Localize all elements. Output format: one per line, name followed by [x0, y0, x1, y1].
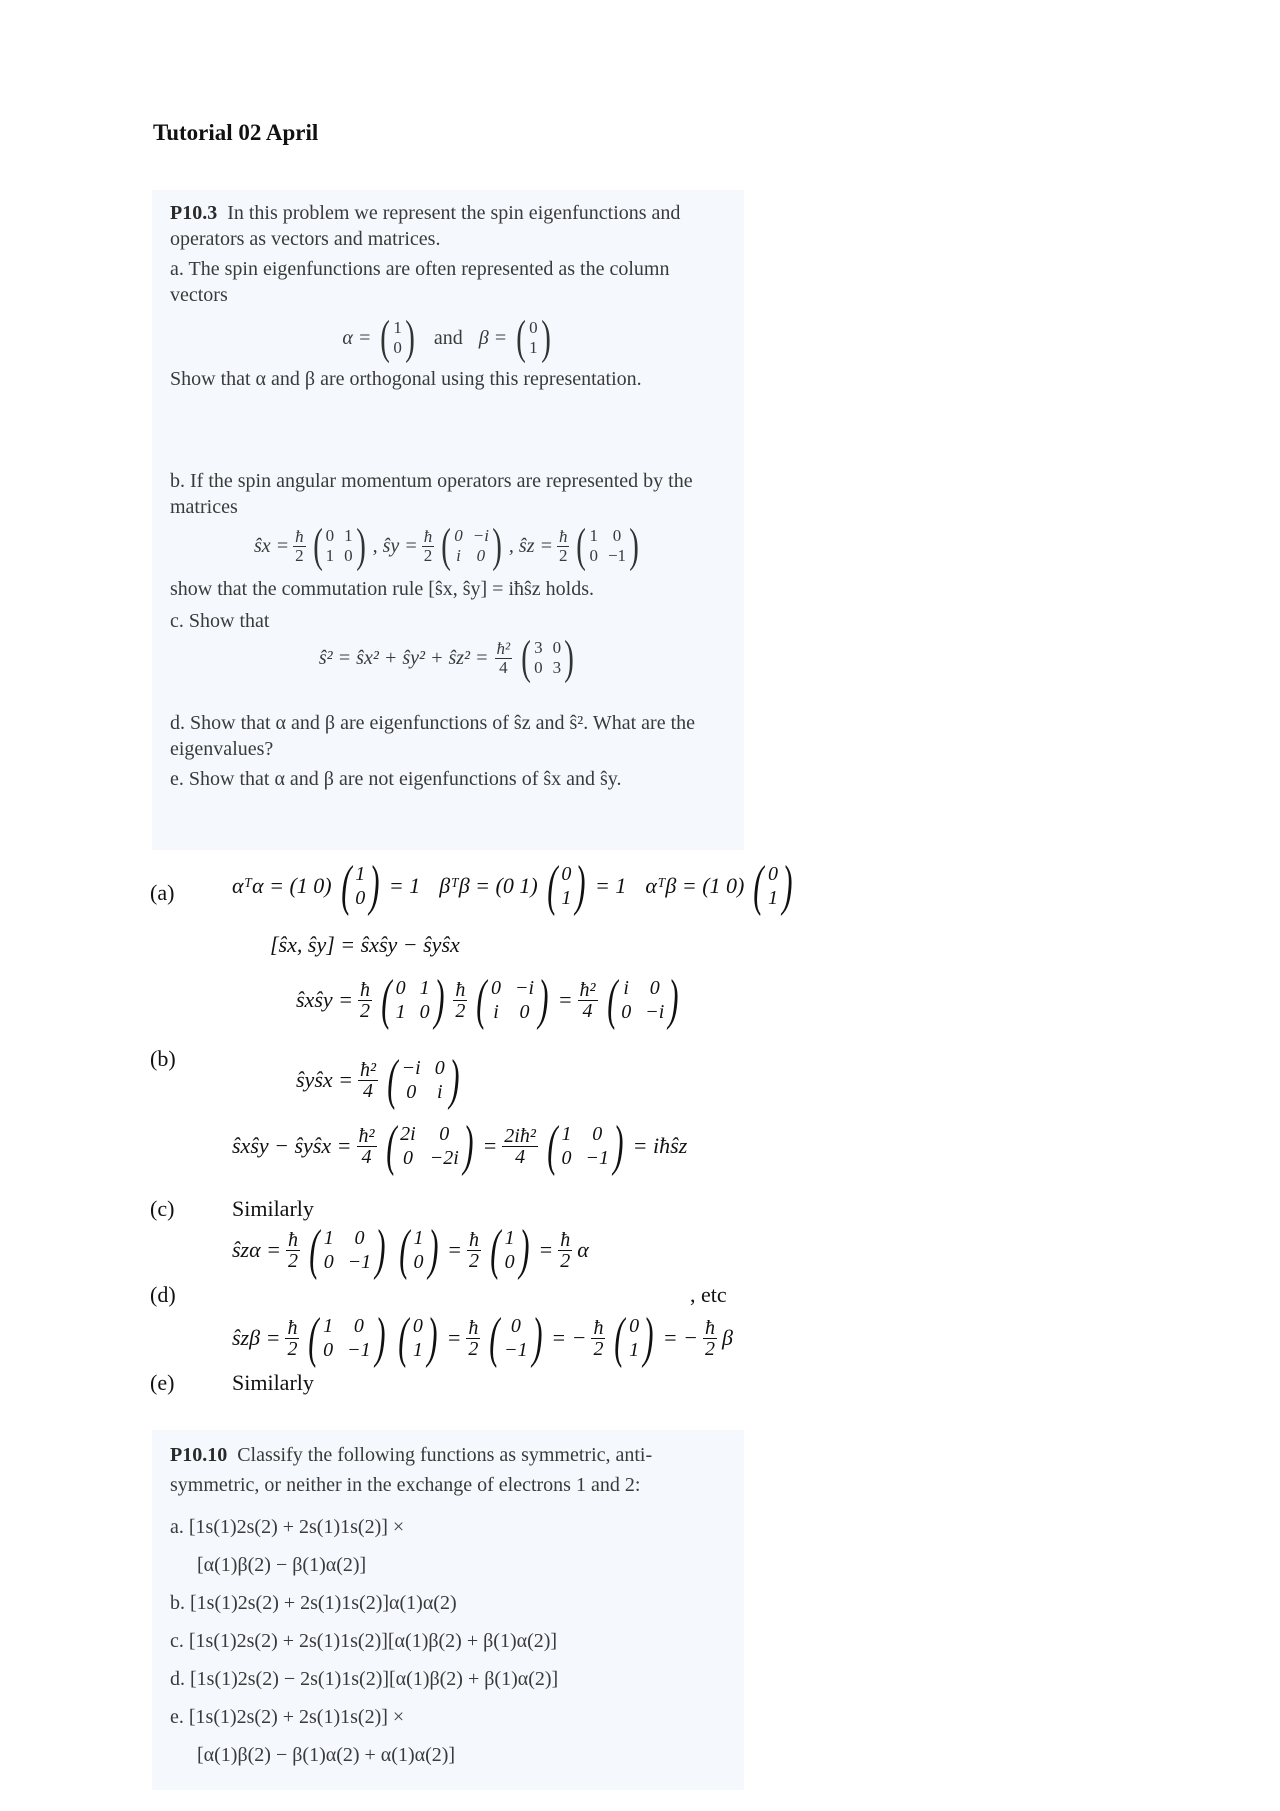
d-alpha-pref2	[467, 1230, 481, 1271]
s2-hbar2: ħ²	[496, 638, 511, 658]
b-sysx-matrix: ( −i 0 0 i )	[387, 1049, 460, 1111]
b-diffsz-m21: 0	[561, 1147, 572, 1169]
p10-3-a-show: Show that α and β are orthogonal using this representation.	[170, 368, 642, 390]
d-beta-equation	[232, 1307, 733, 1369]
solution-label-a: (a)	[150, 880, 175, 905]
b-sy-m22: 0	[519, 1001, 530, 1023]
b-sxsy-pref2	[453, 980, 467, 1021]
p10-3-e-text: Show that α and β are not eigenfunctions of ŝx and ŝy.	[188, 768, 622, 790]
b-sysx-m11: −i	[401, 1057, 421, 1079]
d-beta-eq1: =	[446, 1325, 462, 1350]
b-sysx-m22: i	[436, 1081, 443, 1103]
d-beta-two2: 2	[468, 1337, 479, 1360]
solution-a-equations	[232, 855, 797, 917]
d-nbv-1: 0	[510, 1315, 521, 1337]
b-sy-m11: 0	[490, 977, 501, 999]
page-title: Tutorial 02 April	[153, 120, 319, 145]
d-beta-minus1: = −	[551, 1325, 587, 1350]
d-nbv-2: −1	[504, 1339, 528, 1361]
beta-vec-2: 1	[529, 338, 538, 357]
p10-3-e-label: e.	[170, 768, 184, 790]
b-sx-m12: 1	[419, 977, 430, 999]
d-asz-m22: −1	[347, 1251, 372, 1273]
alpha-def: α =	[342, 327, 372, 349]
sx-prefactor	[293, 528, 306, 565]
b-diff-m11: 2i	[400, 1123, 416, 1145]
d-beta-hbar2: ħ	[468, 1316, 479, 1339]
p10-10-a2: [α(1)β(2) − β(1)α(2)]	[197, 1554, 367, 1576]
sy-m22: 0	[476, 546, 486, 565]
b-sy-m21: i	[493, 1001, 499, 1023]
b-sxsy-hbar2sq: ħ²	[579, 978, 596, 1001]
b-diffsz-m12: 0	[592, 1123, 603, 1145]
sy-m12: −i	[472, 526, 489, 545]
p10-3-a	[170, 256, 726, 308]
s2-m21: 0	[534, 658, 543, 677]
b-diffsz-m22: −1	[585, 1147, 610, 1169]
b-diff-lhs: ŝxŝy − ŝyŝx =	[232, 1133, 352, 1158]
d-alpha-eq2: =	[538, 1237, 554, 1262]
d-asz-m11: 1	[323, 1227, 334, 1249]
solution-label-e: (e)	[150, 1370, 175, 1395]
b-sysx-m12: 0	[434, 1057, 445, 1079]
sx-m11: 0	[325, 526, 335, 545]
b-sx-m11: 0	[395, 977, 406, 999]
b-diff-four2: 4	[515, 1145, 526, 1168]
d-beta-lhs: ŝzβ =	[232, 1325, 281, 1350]
d-bv2-2: 1	[629, 1339, 640, 1361]
d-alpha-two2: 2	[469, 1249, 480, 1272]
and-word: and	[433, 327, 463, 349]
p10-10-b: b. [1s(1)2s(2) + 2s(1)1s(2)]α(1)α(2)	[170, 1592, 457, 1614]
d-alpha-equation	[232, 1219, 589, 1281]
a-eq1-vector: ( 1 0 )	[340, 855, 380, 917]
d-beta-pref2	[466, 1318, 480, 1359]
p10-10-number: P10.10	[170, 1444, 228, 1466]
sy-hbar: ħ	[423, 526, 433, 546]
sz-lhs: , ŝz =	[508, 535, 553, 557]
d-beta-two1: 2	[287, 1337, 298, 1360]
b-diff-pref2	[502, 1126, 538, 1167]
d-av2-2: 0	[504, 1251, 515, 1273]
s2-four: 4	[499, 657, 508, 677]
c-similarly: Similarly	[232, 1196, 314, 1221]
b-commutator-def: [ŝx, ŝy] = ŝxŝy − ŝyŝx	[270, 932, 460, 957]
b-sysx-m21: 0	[406, 1081, 417, 1103]
sx-m22: 0	[344, 546, 353, 565]
b-diff-m21: 0	[402, 1147, 413, 1169]
b-sxsy-equation	[296, 969, 683, 1031]
p10-3-b	[170, 468, 726, 520]
p10-3-a-label: a.	[170, 258, 184, 280]
b-sxsy-result-matrix: ( i 0 0 −i )	[606, 969, 679, 1031]
d-beta-hbar4: ħ	[704, 1316, 715, 1339]
alpha-vector: ( 1 0 )	[380, 311, 415, 364]
solution-label-b: (b)	[150, 1046, 176, 1071]
alpha-vec-2: 0	[393, 338, 402, 357]
b-diff-hbar2: ħ²	[358, 1124, 375, 1147]
b-sxsy-hbar2: ħ	[455, 978, 466, 1001]
b-prod-m22: −i	[645, 1001, 665, 1023]
sy-m21: i	[456, 546, 461, 565]
d-av-2: 0	[413, 1251, 424, 1273]
sx-matrix: ( 0 1 1 0 )	[312, 519, 366, 572]
p10-3-intro	[170, 200, 726, 252]
a-eq3-lhs: αᵀβ = (1 0)	[645, 873, 745, 898]
beta-vector: ( 0 1 )	[516, 311, 551, 364]
sx-m21: 1	[325, 546, 335, 565]
d-alpha-end: α	[577, 1237, 589, 1262]
b-sxsy-hbar1: ħ	[360, 978, 370, 1001]
p10-10-a: a. [1s(1)2s(2) + 2s(1)1s(2)] ×	[170, 1516, 405, 1538]
b-diff-sz-matrix: ( 1 0 0 −1 )	[547, 1115, 624, 1177]
a-eq2-rhs: = 1	[595, 873, 627, 898]
sz-m12: 0	[612, 526, 622, 545]
d-alpha-vector2: ( 1 0 )	[490, 1219, 530, 1281]
d-bv-2: 1	[412, 1339, 423, 1361]
b-sx-m22: 0	[419, 1001, 430, 1023]
sx-two: 2	[295, 545, 304, 565]
a-eq1-rhs: = 1	[388, 873, 421, 898]
d-av-1: 1	[413, 1227, 424, 1249]
p10-3-d	[170, 710, 726, 762]
b-diffsz-m11: 1	[561, 1123, 572, 1145]
sz-hbar: ħ	[558, 526, 568, 546]
a-eq1-v1: 1	[355, 863, 366, 885]
alpha-vec-1: 1	[393, 318, 402, 337]
b-sysx-hbar2: ħ²	[360, 1058, 376, 1081]
b-diff-matrix: ( 2i 0 0 −2i )	[385, 1115, 474, 1177]
sz-two: 2	[558, 545, 568, 565]
d-etc: , etc	[690, 1282, 727, 1307]
a-eq3-v1: 0	[768, 863, 779, 885]
d-alpha-pref3	[558, 1230, 572, 1271]
d-bsz-m12: 0	[353, 1315, 364, 1337]
a-eq3-vector: ( 0 1 )	[753, 855, 793, 917]
d-beta-end: β	[721, 1325, 733, 1350]
b-sxsy-pref1	[358, 980, 372, 1021]
d-beta-minus2: = −	[662, 1325, 698, 1350]
b-prod-m21: 0	[621, 1001, 632, 1023]
sy-two: 2	[423, 545, 433, 565]
b-diff-2ihbar2: 2iħ²	[504, 1124, 536, 1147]
b-diff-equals: =	[482, 1133, 498, 1158]
sx-m12: 1	[344, 526, 353, 545]
d-beta-two3: 2	[593, 1337, 604, 1360]
sy-prefactor	[422, 528, 435, 565]
d-bv-1: 0	[412, 1315, 423, 1337]
b-sxsy-four: 4	[582, 999, 593, 1022]
d-bsz-m11: 1	[323, 1315, 334, 1337]
d-alpha-sz-matrix: ( 1 0 0 −1 )	[309, 1219, 386, 1281]
spin-operator-matrices	[170, 519, 726, 572]
p10-10-d: d. [1s(1)2s(2) − 2s(1)1s(2)][α(1)β(2) + β(1)α(2)]	[170, 1668, 559, 1690]
d-beta-vector2: ( 0 1 )	[614, 1307, 654, 1369]
p10-3-c	[170, 608, 726, 634]
a-eq3-v2: 1	[768, 887, 779, 909]
p10-3-number: P10.3	[170, 202, 218, 224]
d-alpha-hbar1: ħ	[288, 1228, 299, 1251]
d-beta-two4: 2	[704, 1337, 715, 1360]
a-eq2-lhs: βᵀβ = (0 1)	[439, 873, 538, 898]
a-eq2-vector: ( 0 1 )	[546, 855, 586, 917]
sz-matrix: ( 1 0 0 −1 )	[576, 519, 639, 572]
d-asz-m21: 0	[323, 1251, 334, 1273]
d-asz-m12: 0	[354, 1227, 365, 1249]
p10-3-d-label: d.	[170, 712, 185, 734]
p10-10-intro-text: Classify the following functions as symmetric, anti-symmetric, or neither in the exchange of electrons 1 and 2:	[170, 1444, 653, 1496]
p10-10-c: c. [1s(1)2s(2) + 2s(1)1s(2)][α(1)β(2) + β(1)α(2)]	[170, 1630, 558, 1652]
b-diff-four1: 4	[361, 1145, 372, 1168]
d-alpha-pref1	[286, 1230, 300, 1271]
s2-lhs: ŝ² = ŝx² + ŝy² + ŝz² =	[318, 647, 489, 669]
p10-3-b-show: show that the commutation rule [ŝx, ŝy] = iħŝz holds.	[170, 578, 595, 600]
beta-vec-1: 0	[529, 318, 538, 337]
d-bsz-m22: −1	[347, 1339, 371, 1361]
a-eq1-v2: 0	[355, 887, 366, 909]
d-alpha-two1: 2	[288, 1249, 299, 1272]
p10-10-e2: [α(1)β(2) − β(1)α(2) + α(1)α(2)]	[197, 1744, 456, 1766]
b-sxsy-sx-matrix: ( 0 1 1 0 )	[381, 969, 445, 1031]
b-sxsy-pref3	[578, 980, 598, 1021]
p10-3-a-text: The spin eigenfunctions are often represented as the column vectors	[170, 258, 670, 306]
b-sysx-equation	[296, 1049, 463, 1111]
a-eq2-v1: 0	[561, 863, 572, 885]
sz-m21: 0	[589, 546, 598, 565]
sy-lhs: , ŝy =	[372, 535, 418, 557]
d-bv2-1: 0	[629, 1315, 640, 1337]
p10-3-b-label: b.	[170, 470, 185, 492]
d-beta-neg-vector: ( 0 −1 )	[489, 1307, 543, 1369]
b-sxsy-sy-matrix: ( 0 −i i 0 )	[476, 969, 549, 1031]
b-prod-m11: i	[623, 977, 629, 999]
d-beta-pref4	[703, 1318, 717, 1359]
p10-3-d-text: Show that α and β are eigenfunctions of ŝz and ŝ². What are the eigenvalues?	[170, 712, 696, 760]
beta-def: β =	[478, 327, 508, 349]
a-eq1-lhs: αᵀα = (1 0)	[232, 873, 332, 898]
p10-3-intro-text: In this problem we represent the spin eigenfunctions and operators as vectors and matrices.	[170, 202, 681, 250]
p10-10-e: e. [1s(1)2s(2) + 2s(1)1s(2)] ×	[170, 1706, 405, 1728]
b-diff-m12: 0	[439, 1123, 450, 1145]
problem-p10-10	[152, 1430, 744, 1790]
b-diff-pref1	[357, 1126, 377, 1167]
d-bsz-m21: 0	[323, 1339, 334, 1361]
d-beta-sz-matrix: ( 1 0 0 −1 )	[308, 1307, 386, 1369]
p10-3-c-text: Show that	[188, 610, 270, 632]
d-beta-vector: ( 0 1 )	[398, 1307, 438, 1369]
b-sxsy-equals: =	[557, 987, 573, 1012]
s2-prefactor	[495, 640, 513, 677]
sz-m11: 1	[589, 526, 598, 545]
s2-m22: 3	[552, 658, 562, 677]
b-sxsy-lhs: ŝxŝy =	[296, 987, 353, 1012]
b-sysx-four: 4	[363, 1079, 373, 1102]
p10-10-intro	[170, 1440, 726, 1500]
d-beta-hbar1: ħ	[287, 1316, 298, 1339]
d-alpha-eq1: =	[447, 1237, 463, 1262]
d-av2-1: 1	[504, 1227, 515, 1249]
p10-3-e	[170, 766, 726, 792]
b-sysx-lhs: ŝyŝx =	[296, 1067, 353, 1092]
a-eq2-v2: 1	[561, 887, 572, 909]
d-beta-pref1	[285, 1318, 299, 1359]
b-diff-m22: −2i	[429, 1147, 459, 1169]
sy-matrix: ( 0 −i i 0 )	[441, 519, 502, 572]
sz-m22: −1	[607, 546, 627, 565]
s2-matrix: ( 3 0 0 3 )	[521, 631, 574, 684]
b-sy-m12: −i	[514, 977, 535, 999]
b-prod-m12: 0	[649, 977, 660, 999]
b-difference-equation	[232, 1115, 688, 1177]
alpha-beta-vectors	[170, 311, 726, 364]
d-alpha-vector: ( 1 0 )	[399, 1219, 438, 1281]
sx-lhs: ŝx =	[253, 535, 290, 557]
b-sx-m21: 1	[395, 1001, 406, 1023]
sz-prefactor	[557, 528, 570, 565]
s2-m11: 3	[534, 638, 543, 657]
p10-3-b-text: If the spin angular momentum operators are represented by the matrices	[170, 470, 693, 518]
sx-hbar: ħ	[295, 526, 304, 546]
d-alpha-lhs: ŝzα =	[232, 1237, 282, 1262]
problem-p10-3	[152, 190, 744, 850]
b-sxsy-two2: 2	[455, 999, 466, 1022]
b-sysx-pref	[358, 1060, 378, 1101]
sy-m11: 0	[454, 526, 463, 545]
e-similarly: Similarly	[232, 1370, 314, 1395]
p10-3-c-label: c.	[170, 610, 184, 632]
d-alpha-two3: 2	[560, 1249, 571, 1272]
d-alpha-hbar2: ħ	[469, 1228, 480, 1251]
b-sxsy-two1: 2	[360, 999, 370, 1022]
d-beta-pref3	[591, 1318, 605, 1359]
solution-label-c: (c)	[150, 1196, 175, 1221]
solution-label-d: (d)	[150, 1282, 176, 1307]
d-alpha-hbar3: ħ	[560, 1228, 571, 1251]
s2-equation	[170, 631, 726, 684]
b-result: = iħŝz	[632, 1133, 688, 1158]
d-beta-hbar3: ħ	[593, 1316, 604, 1339]
s2-m12: 0	[552, 638, 562, 657]
